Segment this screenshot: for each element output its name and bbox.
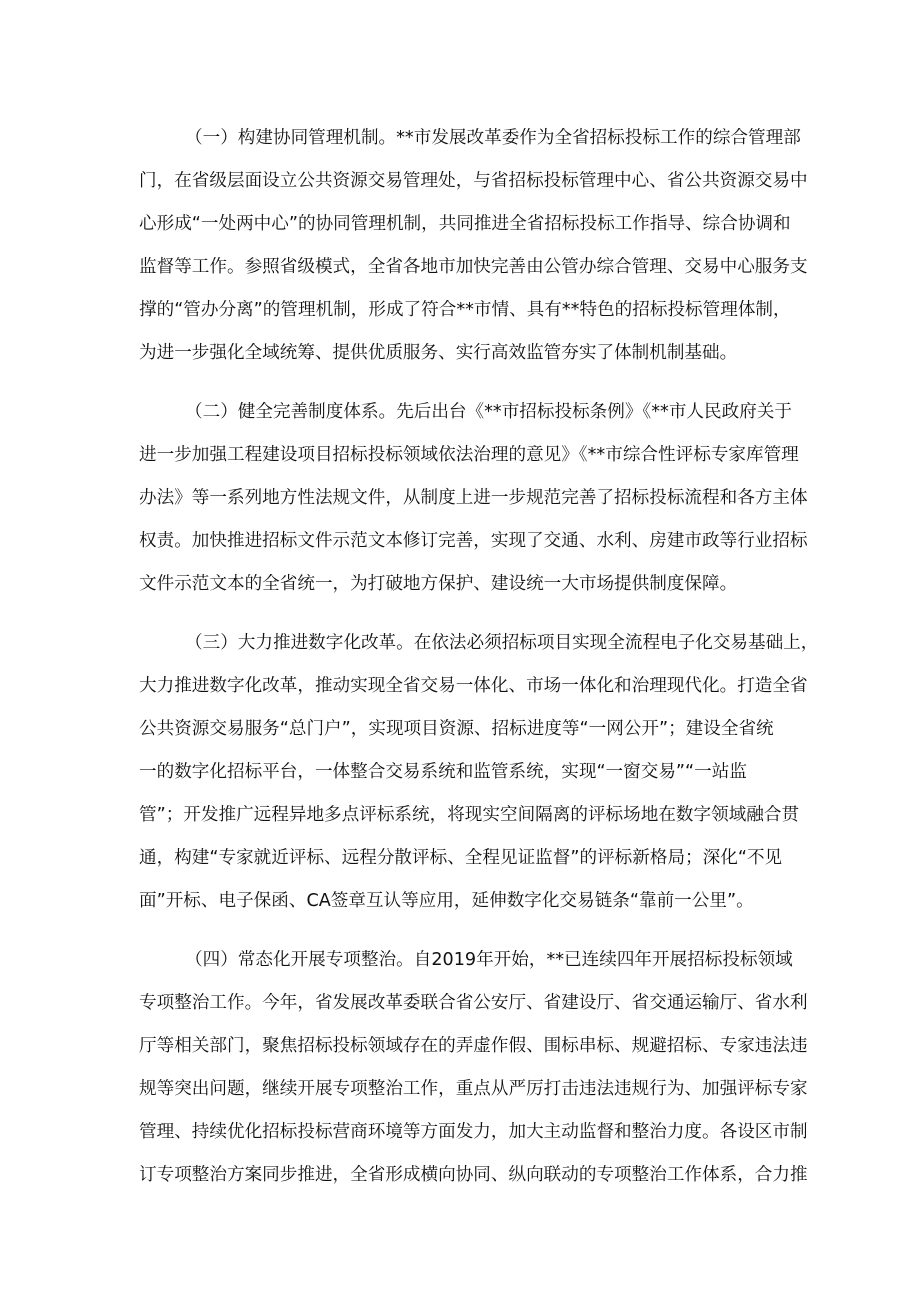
paragraph-1-line-3: 心形成“一处两中心”的协同管理机制，共同推进全省招标投标工作指导、综合协调和 xyxy=(139,214,791,234)
paragraph-3-line-7: 面”开标、电子保函、CA签章互认等应用，延伸数字化交易链条“靠前一公里”。 xyxy=(139,891,754,911)
paragraph-1-line-5: 撑的“管办分离”的管理机制，形成了符合**市情、具有**特色的招标投标管理体制， xyxy=(139,300,791,320)
paragraph-2-line-5: 文件示范文本的全省统一，为打破地方保护、建设统一大市场提供制度保障。 xyxy=(139,574,738,594)
paragraph-2-line-3: 办法》等一系列地方性法规文件，从制度上进一步规范完善了招标投标流程和各方主体 xyxy=(139,488,808,508)
paragraph-2-line-2: 进一步加强工程建设项目招标投标领域依法治理的意见》《**市综合性评标专家库管理 xyxy=(139,445,799,465)
paragraph-1-line-6: 为进一步强化全域统筹、提供优质服务、实行高效监管夯实了体制机制基础。 xyxy=(139,343,738,363)
paragraph-2-line-4: 权责。加快推进招标文件示范文本修订完善，实现了交通、水利、房建市政等行业招标 xyxy=(139,531,808,551)
paragraph-3-line-5: 管”；开发推广远程异地多点评标系统，将现实空间隔离的评标场地在数字领域融合贯 xyxy=(139,805,800,825)
paragraph-4-line-4: 规等突出问题，继续开展专项整治工作，重点从严厉打击违法违规行为、加强评标专家 xyxy=(139,1079,808,1099)
paragraph-1-line-1: （一）构建协同管理机制。**市发展改革委作为全省招标投标工作的综合管理部 xyxy=(185,128,801,148)
paragraph-4-line-6: 订专项整治方案同步推进，全省形成横向协同、纵向联动的专项整治工作体系，合力推 xyxy=(139,1165,808,1185)
paragraph-4-line-3: 厅等相关部门，聚焦招标投标领域存在的弄虚作假、围标串标、规避招标、专家违法违 xyxy=(139,1036,808,1056)
paragraph-2-line-1: （二）健全完善制度体系。先后出台《**市招标投标条例》《**市人民政府关于 xyxy=(185,402,792,422)
paragraph-3-line-2: 大力推进数字化改革，推动实现全省交易一体化、市场一体化和治理现代化。打造全省 xyxy=(139,676,808,696)
paragraph-4-line-2: 专项整治工作。今年，省发展改革委联合省公安厅、省建设厅、省交通运输厅、省水利 xyxy=(139,993,808,1013)
paragraph-1-line-4: 监督等工作。参照省级模式，全省各地市加快完善由公管办综合管理、交易中心服务支 xyxy=(139,257,808,277)
paragraph-4-line-1: （四）常态化开展专项整治。自2019年开始，**已连续四年开展招标投标领域 xyxy=(185,950,793,970)
paragraph-3-line-3: 公共资源交易服务“总门户”，实现项目资源、招标进度等“一网公开”；建设全省统 xyxy=(139,719,774,739)
paragraph-3-line-4: 一的数字化招标平台，一体整合交易系统和监管系统，实现“一窗交易”“一站监 xyxy=(139,762,747,782)
paragraph-3-line-1: （三）大力推进数字化改革。在依法必须招标项目实现全流程电子化交易基础上， xyxy=(185,633,819,653)
paragraph-1-line-2: 门，在省级层面设立公共资源交易管理处，与省招标投标管理中心、省公共资源交易中 xyxy=(139,171,808,191)
paragraph-3-line-6: 通，构建“专家就近评标、远程分散评标、全程见证监督”的评标新格局；深化“不见 xyxy=(139,848,783,868)
paragraph-4-line-5: 管理、持续优化招标投标营商环境等方面发力，加大主动监督和整治力度。各设区市制 xyxy=(139,1122,808,1142)
